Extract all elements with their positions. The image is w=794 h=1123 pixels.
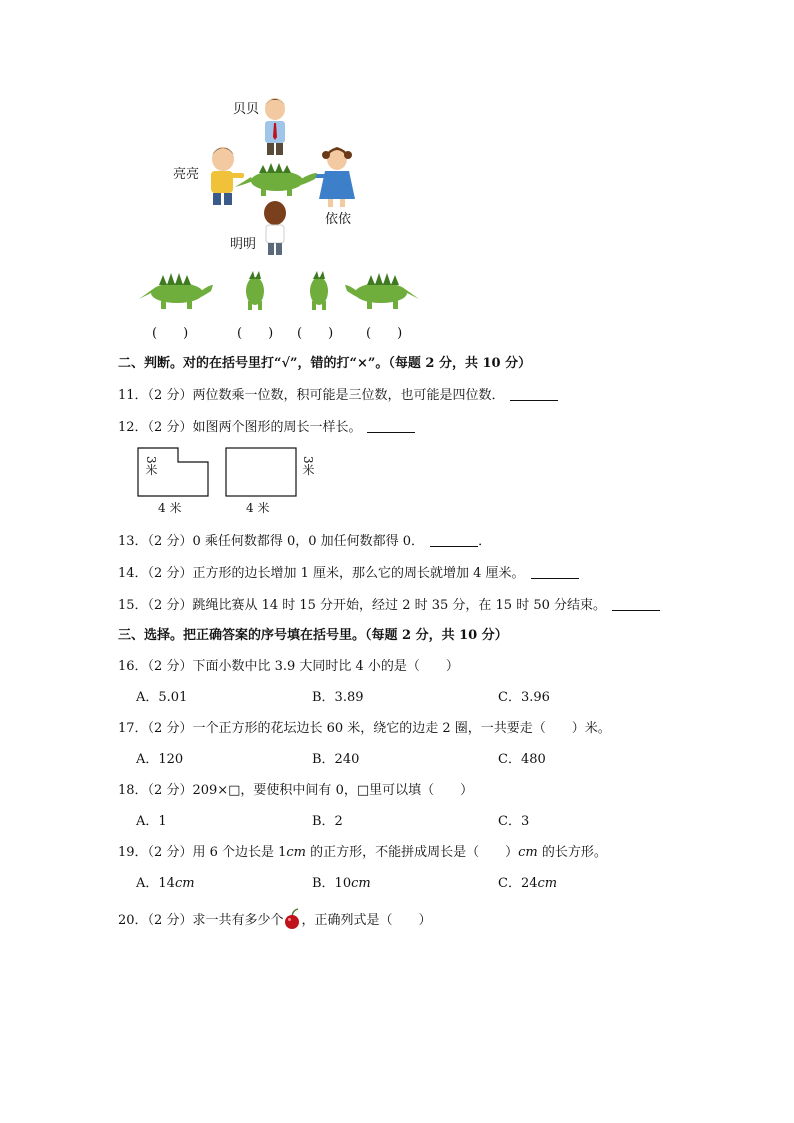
q18-option-a[interactable]: A．1	[136, 814, 167, 829]
q17-option-a[interactable]: A．120	[136, 752, 184, 767]
q18-option-c[interactable]: C．3	[498, 814, 530, 829]
question-12	[118, 416, 415, 435]
left-side-label: 3米	[144, 456, 158, 476]
q19-option-b-unit: cm	[351, 876, 371, 891]
q17-option-c[interactable]: C．480	[498, 752, 546, 767]
answer-blank-11[interactable]	[510, 388, 558, 401]
question-13-suffix: ．	[478, 534, 492, 549]
q19-option-a-label: A．14	[136, 876, 175, 891]
question-19-text-c: 的长方形。	[537, 845, 607, 860]
question-17: 17．（2 分）一个正方形的花坛边长 60 米，绕它的边走 2 圈，一共要走（ ）米。	[118, 721, 611, 736]
question-20	[118, 908, 431, 930]
name-beibei: 贝贝	[233, 102, 260, 117]
dino-side-right	[345, 273, 419, 309]
question-19-text-b: 的正方形，不能拼成周长是（ ）	[306, 845, 519, 860]
rectangle-shape	[226, 448, 296, 496]
q17-option-b[interactable]: B．240	[312, 752, 360, 767]
dino-side-left	[139, 273, 213, 309]
question-13-text: 13．（2 分）0 乘任何数都得 0，0 加任何数都得 0．	[118, 534, 425, 549]
boy-beibei-figure	[265, 98, 285, 155]
answer-paren-2[interactable]: ( )	[237, 326, 274, 341]
q19-option-c[interactable]	[498, 872, 557, 891]
answer-blank-13[interactable]	[430, 534, 478, 547]
question-20-text-b: ，正确列式是（ ）	[301, 913, 432, 928]
girl-yiyi-figure	[313, 147, 355, 207]
answer-blank-12[interactable]	[367, 420, 415, 433]
question-14-text: 14．（2 分）正方形的边长增加 1 厘米，那么它的周长就增加 4 厘米。	[118, 566, 525, 581]
question-16: 16．（2 分）下面小数中比 3.9 大同时比 4 小的是（ ）	[118, 659, 459, 674]
left-bottom-label: 4 米	[158, 501, 182, 515]
q19-option-a[interactable]	[136, 872, 195, 891]
right-bottom-label: 4 米	[246, 501, 270, 515]
question-19-unit-1: cm	[286, 845, 306, 860]
question-19-unit-2: cm	[518, 845, 538, 860]
question-11-text: 11．（2 分）两位数乘一位数，积可能是三位数，也可能是四位数．	[118, 388, 505, 403]
question-18: 18．（2 分）209×□，要使积中间有 0，□里可以填（ ）	[118, 783, 474, 798]
section-title-choice: 三、选择。把正确答案的序号填在括号里。（每题 2 分，共 10 分）	[118, 628, 508, 643]
right-side-label: 3米	[301, 456, 315, 476]
q19-option-c-unit: cm	[537, 876, 558, 891]
question-14	[118, 562, 579, 581]
dino-back	[310, 271, 328, 310]
question-12-text: 12．（2 分）如图两个图形的周长一样长。	[118, 420, 362, 435]
q18-option-b[interactable]: B．2	[312, 814, 343, 829]
center-dinosaur	[235, 163, 317, 196]
boy-mingming-figure	[264, 201, 286, 255]
question-11	[118, 384, 558, 403]
q19-option-c-label: C．24	[498, 876, 538, 891]
boy-liangliang-figure	[211, 147, 244, 205]
section-title-judge: 二、判断。对的在括号里打“√”，错的打“×”。（每题 2 分，共 10 分）	[118, 356, 532, 371]
answer-blank-14[interactable]	[531, 566, 579, 579]
answer-paren-4[interactable]: ( )	[366, 326, 403, 341]
question-13	[118, 530, 491, 549]
cherry-icon	[283, 908, 301, 930]
scene-drawing	[135, 95, 425, 345]
answer-paren-1[interactable]: ( )	[152, 326, 189, 341]
question-19	[118, 841, 607, 860]
q16-option-a[interactable]: A．5.01	[136, 690, 188, 705]
dino-front	[246, 271, 264, 310]
name-mingming: 明明	[230, 237, 257, 252]
q16-option-c[interactable]: C．3.96	[498, 690, 550, 705]
question-15-text: 15．（2 分）跳绳比赛从 14 时 15 分开始，经过 2 时 35 分，在 15 时 50 分结束。	[118, 598, 607, 613]
question-19-text-a: 19．（2 分）用 6 个边长是 1	[118, 845, 287, 860]
name-liangliang: 亮亮	[173, 167, 200, 182]
question-20-text-a: 20．（2 分）求一共有多少个	[118, 913, 284, 928]
q19-option-b-label: B．10	[312, 876, 352, 891]
q19-option-b[interactable]	[312, 872, 371, 891]
name-yiyi: 依依	[325, 212, 352, 227]
scene-illustration	[135, 95, 425, 345]
answer-blank-15[interactable]	[612, 598, 660, 611]
q19-option-a-unit: cm	[174, 876, 195, 891]
answer-paren-3[interactable]: ( )	[297, 326, 334, 341]
q16-option-b[interactable]: B．3.89	[312, 690, 364, 705]
question-15	[118, 594, 660, 613]
